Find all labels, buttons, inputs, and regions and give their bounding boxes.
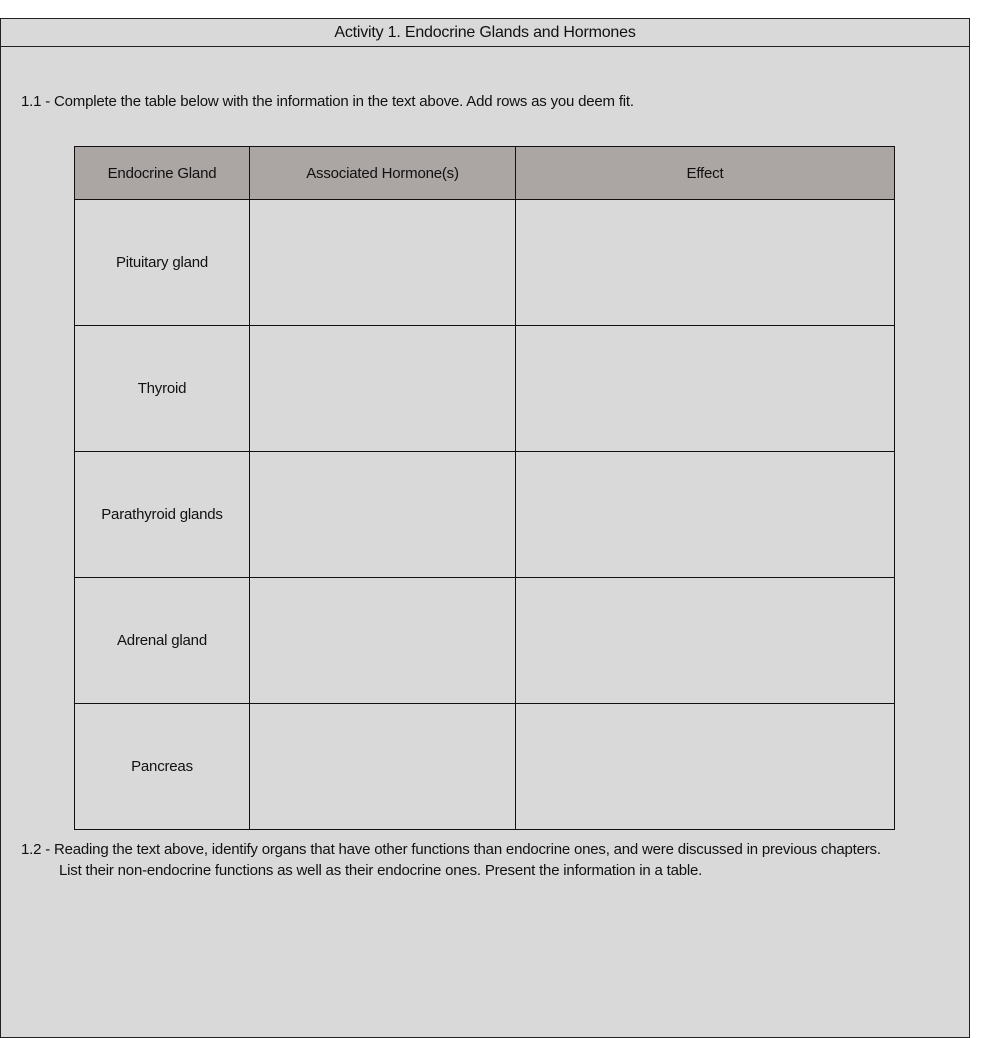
gland-cell: Pancreas: [75, 704, 250, 830]
question-1-2-text-line-1: Reading the text above, identify organs that have other functions than endocrine ones, and were discussed in previous chapters.: [53, 841, 881, 858]
effect-cell[interactable]: [516, 200, 895, 326]
question-1-1-number: 1.1 -: [21, 93, 51, 110]
question-1-2-number: 1.2 -: [21, 841, 51, 858]
table-header-row: [75, 147, 895, 200]
hormone-cell[interactable]: [250, 326, 516, 452]
table-row: [75, 704, 895, 830]
question-1-1: [21, 93, 634, 110]
table-row: [75, 200, 895, 326]
table-row: [75, 326, 895, 452]
question-1-2-line-1: [21, 839, 966, 860]
effect-cell[interactable]: [516, 704, 895, 830]
hormone-cell[interactable]: [250, 578, 516, 704]
activity-title: Activity 1. Endocrine Glands and Hormones: [1, 19, 969, 47]
gland-cell: Thyroid: [75, 326, 250, 452]
table-row: [75, 578, 895, 704]
effect-cell[interactable]: [516, 326, 895, 452]
header-effect: Effect: [516, 147, 895, 200]
question-1-2: [21, 839, 966, 881]
gland-cell: Parathyroid glands: [75, 452, 250, 578]
hormone-cell[interactable]: [250, 200, 516, 326]
hormone-cell[interactable]: [250, 704, 516, 830]
gland-cell: Adrenal gland: [75, 578, 250, 704]
header-endocrine-gland: Endocrine Gland: [75, 147, 250, 200]
effect-cell[interactable]: [516, 578, 895, 704]
activity-sheet: [0, 18, 970, 1038]
question-1-2-text-line-2: List their non-endocrine functions as well as their endocrine ones. Present the information in a table.: [59, 862, 703, 879]
gland-cell: Pituitary gland: [75, 200, 250, 326]
effect-cell[interactable]: [516, 452, 895, 578]
table-row: [75, 452, 895, 578]
question-1-1-text: Complete the table below with the information in the text above. Add rows as you deem fit.: [54, 93, 634, 110]
hormone-cell[interactable]: [250, 452, 516, 578]
header-associated-hormones: Associated Hormone(s): [250, 147, 516, 200]
endocrine-gland-table: [74, 146, 895, 830]
